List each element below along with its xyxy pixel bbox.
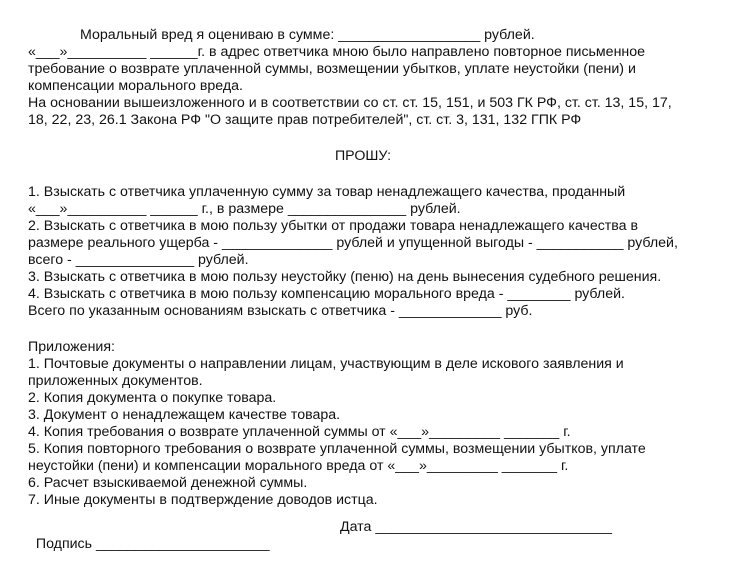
repeat-claim-text-end: компенсации морального вреда. <box>28 78 243 94</box>
signature-field: Подпись ______________________ <box>35 536 270 552</box>
attachment-item: 3. Документ о ненадлежащем качестве товара. <box>28 407 341 423</box>
attachments-heading: Приложения: <box>28 339 115 355</box>
request-heading: ПРОШУ: <box>334 148 392 164</box>
request-line: 3. Взыскать с ответчика в мою пользу неустойку (пеню) на день вынесения судебного решения. <box>28 269 662 285</box>
claim-document <box>28 27 718 509</box>
attachment-item: приложенных документов. <box>28 373 203 389</box>
date-field: Дата ______________________________ <box>340 519 613 535</box>
attachment-item: 2. Копия документа о покупке товара. <box>28 390 277 406</box>
request-line: 4. Взыскать с ответчика в мою пользу компенсацию морального вреда - ________ рублей. <box>28 286 625 302</box>
moral-damage-amount-line: Моральный вред я оцениваю в сумме: __________________ рублей. <box>80 27 535 43</box>
repeat-claim-date-line: «___»__________ ______г. в адрес ответчика мною было направлено повторное письменное <box>28 44 646 60</box>
request-line: «___»__________ ______ г., в размере _______________ рублей. <box>28 201 461 217</box>
attachment-item: 1. Почтовые документы о направлении лицам, участвующим в деле искового заявления и <box>28 356 624 372</box>
request-line: всего - _______________ рублей. <box>28 252 249 268</box>
signature-row <box>28 519 718 570</box>
request-line: размере реального ущерба - ______________ рублей и упущенной выгоды - ___________ рублей, <box>28 235 678 251</box>
attachment-item: неустойки (пени) и компенсации морального вреда от «___»_________ _______ г. <box>28 458 569 474</box>
legal-basis-line-2: 18, 22, 23, 26.1 Закона РФ "О защите прав потребителей", ст. ст. 3, 131, 132 ГПК РФ <box>28 112 582 128</box>
repeat-claim-text-line: требование о возврате уплаченной суммы, возмещении убытков, уплате неустойки (пени) и <box>28 61 636 77</box>
legal-basis-line: На основании вышеизложенного и в соответствии со ст. ст. 15, 151, и 503 ГК РФ, ст. ст. 13, 15, 17, <box>28 95 672 111</box>
request-line: 1. Взыскать с ответчика уплаченную сумму за товар ненадлежащего качества, проданный <box>28 184 626 200</box>
attachment-item: 5. Копия повторного требования о возврате уплаченной суммы, возмещении убытков, уплате <box>28 441 646 457</box>
request-line: 2. Взыскать с ответчика в мою пользу убытки от продажи товара ненадлежащего качества в <box>28 218 639 234</box>
attachment-item: 6. Расчет взыскиваемой денежной суммы. <box>28 475 308 491</box>
attachment-item: 4. Копия требования о возврате уплаченной суммы от «___»_________ _______ г. <box>28 424 571 440</box>
request-total-line: Всего по указанным основаниям взыскать с ответчика - _____________ руб. <box>28 303 533 319</box>
attachment-item: 7. Иные документы в подтверждение доводов истца. <box>28 492 378 508</box>
